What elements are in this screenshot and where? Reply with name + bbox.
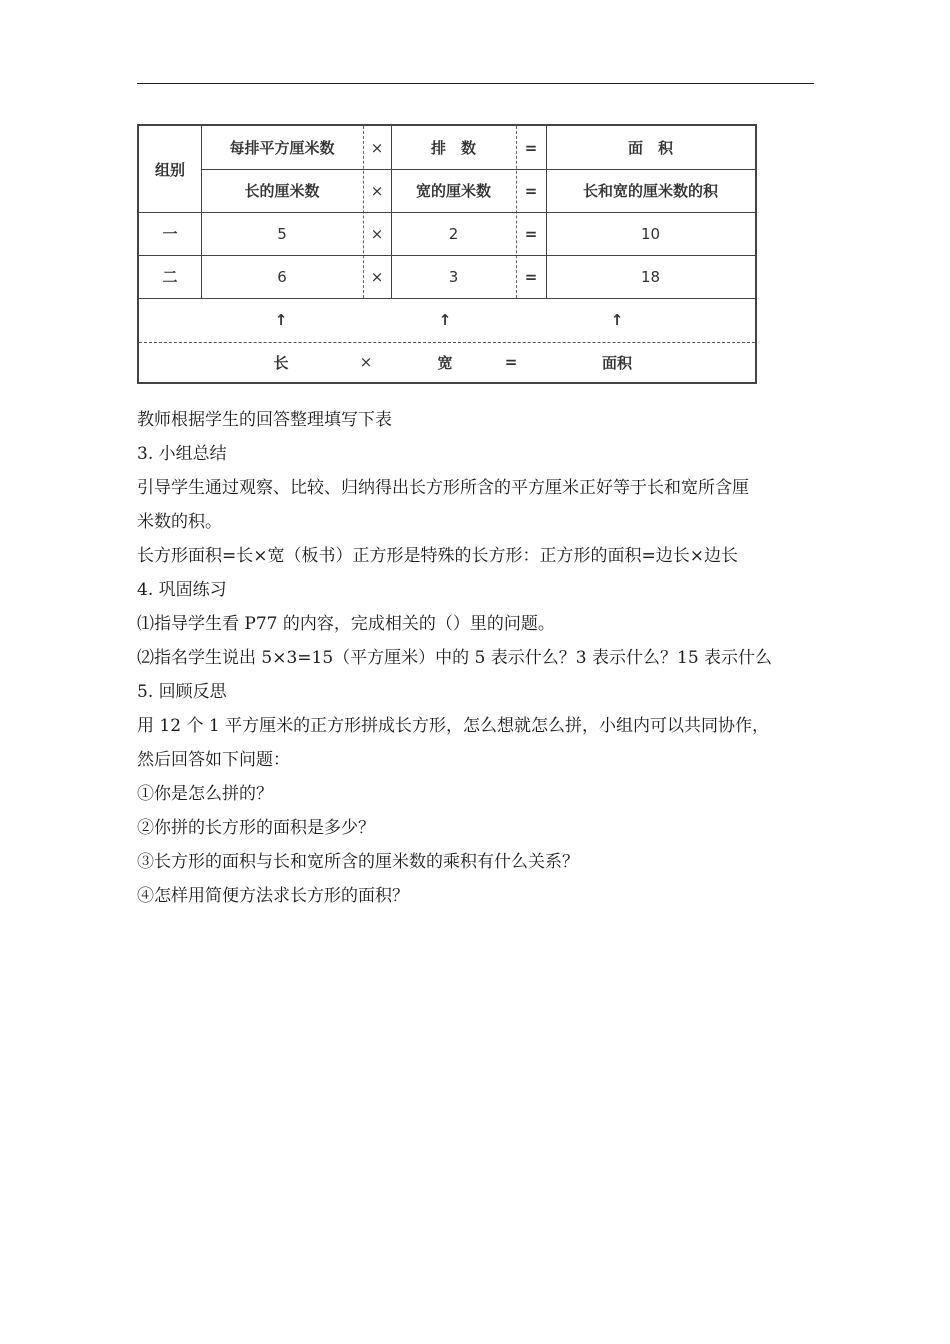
paragraph: 用 12 个 1 平方厘米的正方形拼成长方形，怎么想就怎么拼，小组内可以共同协作， bbox=[137, 716, 770, 736]
table-cell: 一 bbox=[162, 225, 178, 243]
table-cell: × bbox=[370, 267, 384, 286]
header-cell: 每排平方厘米数 bbox=[229, 139, 335, 157]
section-heading: 3. 小组总结 bbox=[137, 444, 227, 464]
table-cell: = bbox=[524, 267, 538, 286]
table-cell: 18 bbox=[640, 267, 661, 286]
arrow-up-icon: ↑ bbox=[610, 311, 624, 329]
arrow-up-icon: ↑ bbox=[438, 311, 452, 329]
list-item: ①你是怎么拼的？ bbox=[137, 784, 273, 804]
formula-length: 长 bbox=[273, 353, 289, 372]
header-cell: = bbox=[524, 138, 538, 157]
list-item: ④怎样用简便方法求长方形的面积？ bbox=[137, 886, 409, 906]
table-cell: 二 bbox=[162, 268, 178, 286]
table-cell: 2 bbox=[448, 224, 459, 243]
table-cell: 10 bbox=[640, 224, 661, 243]
section-heading: 5. 回顾反思 bbox=[137, 682, 227, 702]
paragraph: 长方形面积=长×宽（板书）正方形是特殊的长方形：正方形的面积=边长×边长 bbox=[137, 546, 738, 566]
table-cell: 5 bbox=[277, 224, 287, 243]
paragraph: ⑴指导学生看 P77 的内容，完成相关的（）里的问题。 bbox=[137, 614, 555, 634]
header-cell: × bbox=[370, 181, 384, 200]
formula-area: 面积 bbox=[601, 353, 632, 372]
formula-width: 宽 bbox=[437, 353, 453, 372]
header-cell: 面 积 bbox=[627, 139, 673, 157]
paragraph: ⑵指名学生说出 5×3=15（平方厘米）中的 5 表示什么？3 表示什么？15 表示什么 bbox=[137, 648, 773, 668]
paragraph: 教师根据学生的回答整理填写下表 bbox=[137, 410, 392, 430]
table-cell: 3 bbox=[448, 267, 459, 286]
area-table bbox=[137, 124, 757, 384]
list-item: ③长方形的面积与长和宽所含的厘米数的乘积有什么关系？ bbox=[137, 852, 579, 872]
arrow-up-icon: ↑ bbox=[274, 311, 288, 329]
section-heading: 4. 巩固练习 bbox=[137, 580, 227, 600]
group-header: 组别 bbox=[154, 160, 185, 179]
list-item: ②你拼的长方形的面积是多少？ bbox=[137, 818, 375, 838]
header-cell: 长和宽的厘米数的积 bbox=[582, 182, 718, 200]
header-cell: 宽的厘米数 bbox=[415, 182, 491, 200]
table-cell: 6 bbox=[277, 267, 287, 286]
paragraph: 引导学生通过观察、比较、归纳得出长方形所含的平方厘米正好等于长和宽所含厘 bbox=[137, 478, 749, 498]
header-rule bbox=[137, 83, 814, 84]
header-cell: 长的厘米数 bbox=[244, 182, 320, 200]
header-cell: 排 数 bbox=[430, 139, 476, 157]
table-cell: = bbox=[524, 224, 538, 243]
formula-equals: = bbox=[504, 353, 518, 371]
header-cell: × bbox=[370, 138, 384, 157]
paragraph: 然后回答如下问题： bbox=[137, 750, 290, 770]
header-cell: = bbox=[524, 181, 538, 200]
table-cell: × bbox=[370, 224, 384, 243]
formula-times: × bbox=[359, 353, 373, 371]
body-text bbox=[137, 403, 817, 913]
paragraph: 米数的积。 bbox=[137, 512, 222, 532]
